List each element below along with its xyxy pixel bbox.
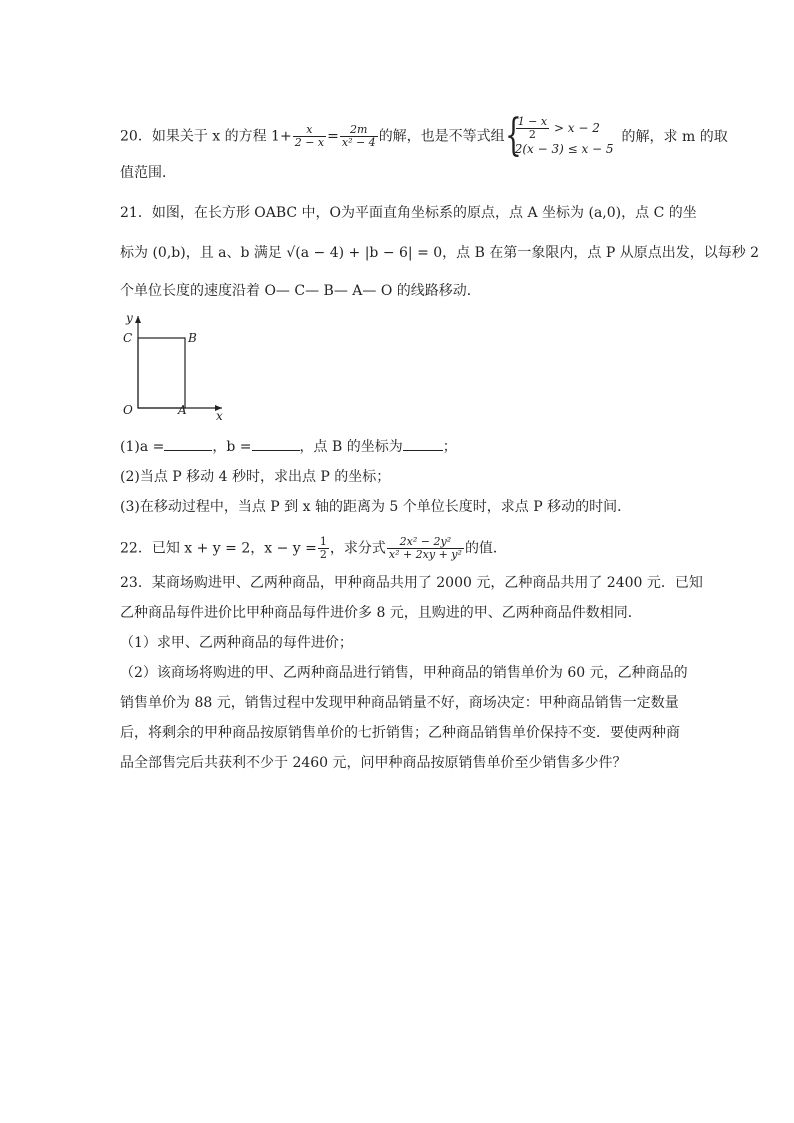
q21-sub1: (1)a = ，b = ，点 B 的坐标为 ； <box>120 439 457 455</box>
q22-fraction: $\frac{\text{2x² − 2y²}}{\text{x² + 2xy + y²}}$ <box>388 535 462 561</box>
q20-fraction-2: $\frac{2m}{\text{x² − 4}}$ <box>341 123 376 149</box>
answer-blank-b[interactable] <box>252 438 300 451</box>
q20-line1: 20．如果关于 x 的方程 1+ $\frac{x}{2 - x}$ = $\frac{2m}{\text{x² − 4}}$ 的解，也是不等式组 { $\frac{1 - x}{2}$ > x − 2 2(x − 3) ≤ x − 5 的解，求 m 的取 <box>120 110 728 161</box>
label-x: x <box>216 409 223 420</box>
q23-line1: 23．某商场购进甲、乙两种商品，甲种商品共用了 2000 元，乙种商品共用了 2400 元．已知 <box>120 575 703 591</box>
coordinate-figure <box>118 310 228 420</box>
answer-blank-B[interactable] <box>403 438 443 451</box>
label-C: C <box>123 331 133 345</box>
rectangle-OABC <box>138 338 185 408</box>
q21-line1: 21．如图，在长方形 OABC 中，O为平面直角坐标系的原点，点 A 坐标为 (a,0)，点 C 的坐 <box>120 205 697 221</box>
label-B: B <box>188 331 197 345</box>
q22-line: 22．已知 x + y = 2，x − y = $\frac{1}{2}$ ，求分式 $\frac{\text{2x² − 2y²}}{\text{x² + 2xy + y²}}$ 的值． <box>120 535 507 561</box>
q20-fraction-1: $\frac{x}{2 - x}$ <box>294 123 325 149</box>
q20-inequality-system: { $\frac{1 - x}{2}$ > x − 2 2(x − 3) ≤ x − 5 <box>504 110 614 161</box>
q22-half: $\frac{1}{2}$ <box>319 535 327 561</box>
q21-line2: 标为 (0,b)，且 a、b 满足 √(a − 4) + |b − 6| = 0，点 B 在第一象限内，点 P 从原点出发，以每秒 2 <box>120 245 760 261</box>
q20-line2: 值范围． <box>120 165 176 181</box>
q23-line6: 后，将剩余的甲种商品按原销售单价的七折销售；乙种商品销售单价保持不变．要使两种商 <box>120 725 680 741</box>
label-y: y <box>126 311 133 325</box>
q23-line2: 乙种商品每件进价比甲种商品每件进价多 8 元，且购进的甲、乙两种商品件数相同． <box>120 605 642 621</box>
q23-line5: 销售单价为 88 元，销售过程中发现甲种商品销量不好，商场决定：甲种商品销售一定数量 <box>120 695 679 711</box>
y-axis-arrow <box>135 316 141 323</box>
answer-blank-a[interactable] <box>164 438 212 451</box>
q23-line7: 品全部售完后共获利不少于 2460 元，问甲种商品按原销售单价至少销售多少件？ <box>120 755 627 771</box>
q20-text: 20．如果关于 x 的方程 1+ <box>120 128 292 145</box>
q23-line3: （1）求甲、乙两种商品的每件进价； <box>120 635 353 651</box>
q21-sub2: (2)当点 P 移动 4 秒时，求出点 P 的坐标； <box>120 469 391 485</box>
label-A: A <box>178 403 187 417</box>
label-O: O <box>123 403 133 417</box>
q23-line4: （2）该商场将购进的甲、乙两种商品进行销售，甲种商品的销售单价为 60 元，乙种商品的 <box>120 665 688 681</box>
q21-line3: 个单位长度的速度沿着 O— C— B— A— O 的线路移动． <box>120 283 481 299</box>
q21-sub3: (3)在移动过程中，当点 P 到 x 轴的距离为 5 个单位长度时，求点 P 移动的时间． <box>120 499 632 515</box>
